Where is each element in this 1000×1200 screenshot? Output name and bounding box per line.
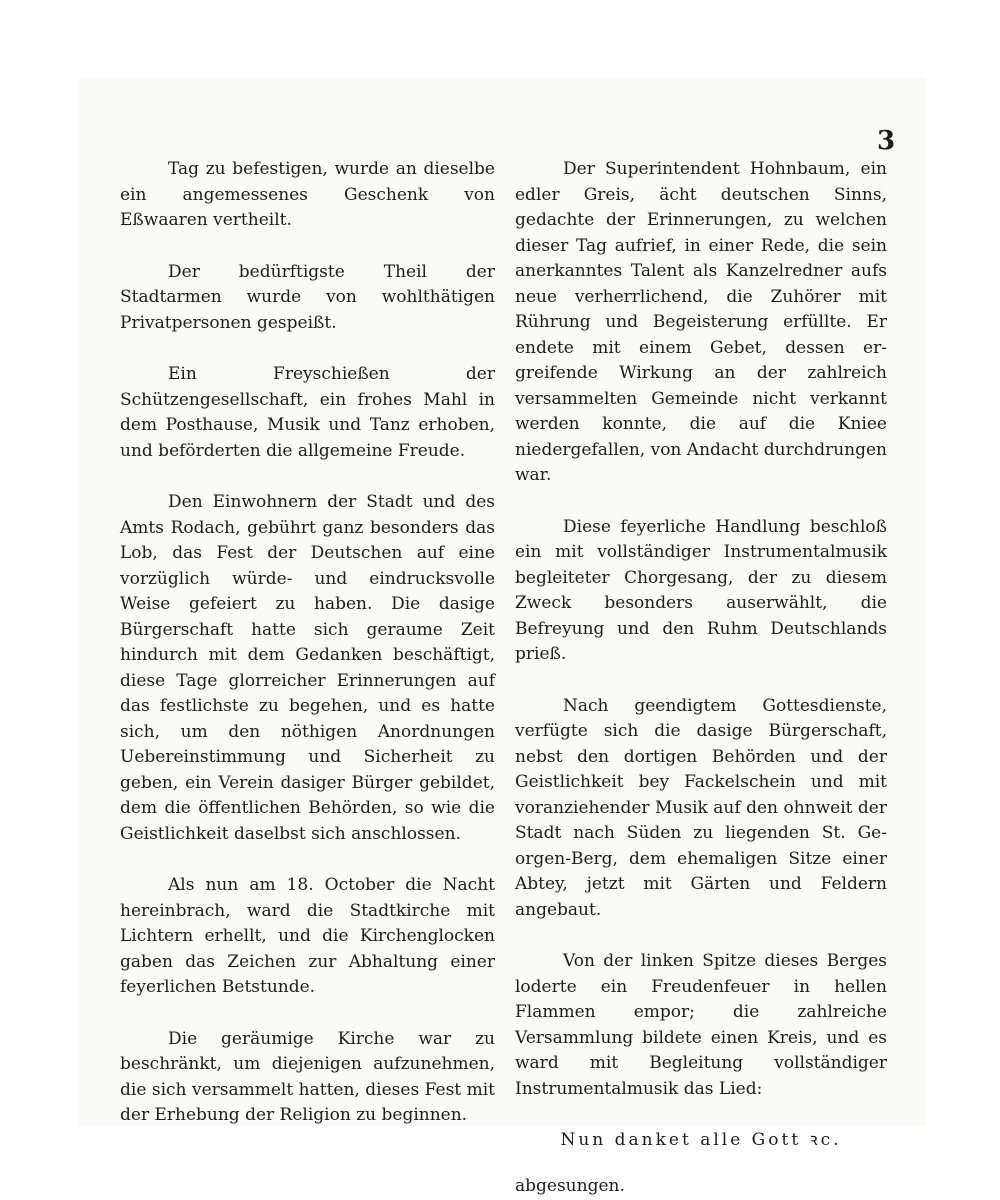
page-number: 3 xyxy=(877,126,896,156)
paragraph-gift-distribution: Tag zu befestigen, wurde an dieselbe ein angemessenes Geschenk von Eßwaaren vertheilt. xyxy=(120,159,495,230)
right-text-column xyxy=(515,157,887,1199)
paragraph-october-night: Als nun am 18. October die Nacht hereinbrach, ward die Stadtkirche mit Lichtern erhellt, und die Kirchenglocken gaben das Zeichen zur Abhaltung einer feyerlichen Betstunde. xyxy=(120,875,495,997)
hymn-title: Nun danket alle Gott ꝛc. xyxy=(560,1130,842,1150)
left-text-column xyxy=(120,157,495,1129)
paragraph-shooting-festival: Ein Freyschießen der Schützengesellschaft, ein frohes Mahl in dem Posthause, Musik und Tanz erhoben, und beförderten die allgemeine Freude. xyxy=(120,364,495,461)
paragraph-procession: Nach geendigtem Gottesdienste, verfügte sich die dasige Bürgerschaft, nebst den dortigen Behörden und der Geistlichkeit bey Fackelschein und mit voranziehender Musik auf den ohnweit der Stadt nach Süden zu liegenden St. Georgen-Berg, dem ehemaligen Sitze einer Abtey, jetzt mit Gärten und Feldern angebaut. xyxy=(515,695,887,920)
paragraph-rodach-citizens: Den Einwohnern der Stadt und des Amts Rodach, gebührt ganz besonders das Lob, das Fest der Deutschen auf eine vorzüglich würde- und eindrucksvolle Weise gefeiert zu haben. Die dasige Bürgerschaft hatte sich geraume Zeit hindurch mit dem Gedanken beschäftigt, diese Tage glorreicher Erinnerungen auf das festlichste zu begehen, und es hatte sich, um den nöthigen Anordnungen Uebereinstimmung und Sicherheit zu geben, ein Verein dasiger Bürger gebildet, dem die öffentlichen Behörden, so wie die Geistlichkeit daselbst sich anschlossen. xyxy=(120,492,495,844)
paragraph-bonfire: Von der linken Spitze dieses Berges loderte ein Freudenfeuer in hellen Flammen empor; die zahlreiche Versammlung bildete einen Kreis, und es ward mit Begleitung vollständiger Instrumentalmusik das Lied: xyxy=(515,951,887,1099)
paragraph-crowded-church: Die geräumige Kirche war zu beschränkt, um diejenigen aufzunehmen, die sich versammelt hatten, dieses Fest mit der Erhebung der Religion zu beginnen. xyxy=(120,1028,495,1125)
paragraph-choral-song: Diese feyerliche Handlung beschloß ein mit vollständiger Instrumentalmusik begleiteter Chorgesang, der zu diesem Zweck besonders auserwählt, die Befreyung und den Ruhm Deutschlands prieß. xyxy=(515,516,887,664)
paragraph-superintendent-speech: Der Superintendent Hohnbaum, ein edler Greis, ächt deutschen Sinns, gedachte der Erinnerungen, zu welchen dieser Tag aufrief, in einer Rede, die sein anerkanntes Talent als Kanzelredner aufs neue verherrlichend, die Zuhörer mit Rührung und Begeisterung erfüllte. Er endete mit einem Gebet, dessen ergreifende Wirkung an der zahlreich versammelten Gemeinde nicht verkannt werden konnte, die auf die Kniee niedergefallen, von Andacht durchdrungen war. xyxy=(515,159,887,485)
closing-word: abgesungen. xyxy=(515,1175,625,1196)
paragraph-poor-fed: Der bedürftigste Theil der Stadtarmen wurde von wohlthätigen Privatpersonen gespeißt. xyxy=(120,261,495,333)
